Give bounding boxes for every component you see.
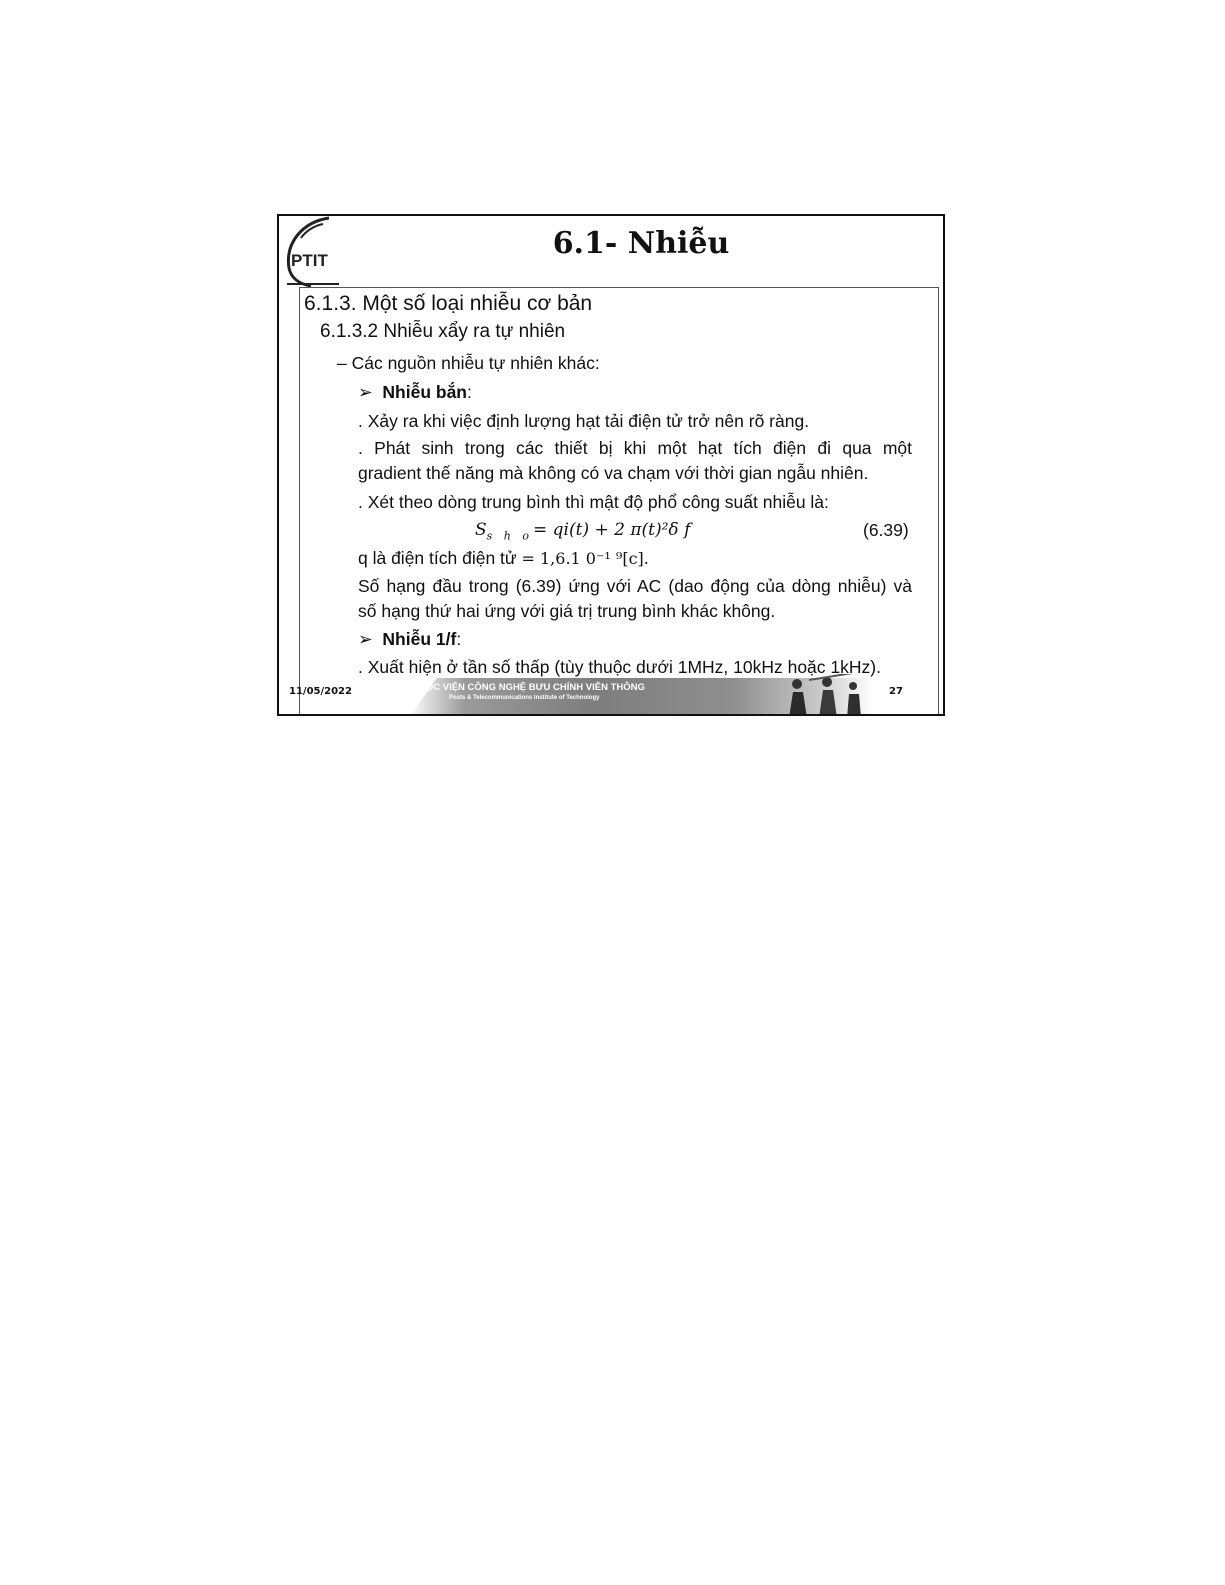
paragraph-2-line-1: . Phát sinh trong các thiết bị khi một hạt tích điện đi qua một	[358, 438, 912, 458]
dash-item: – Các nguồn nhiễu tự nhiên khác:	[337, 353, 600, 373]
paragraph-5-line-2: số hạng thứ hai ứng với giá trị trung bình khác không.	[358, 601, 776, 621]
footer-institute-vn: HỌC VIỆN CÔNG NGHỆ BƯU CHÍNH VIỄN THÔNG	[419, 682, 645, 693]
paragraph-3: . Xét theo dòng trung bình thì mật độ phổ công suất nhiễu là:	[358, 492, 829, 512]
bullet-flicker-noise-label: Nhiễu 1/f	[382, 629, 457, 649]
paragraph-4-math: = 1,6.1 0⁻¹ ⁹[c].	[521, 549, 649, 568]
logo-text: PTIT	[291, 251, 328, 270]
bullet-flicker-noise	[358, 629, 461, 650]
page-number: 27	[889, 686, 903, 697]
section-heading: 6.1.3. Một số loại nhiễu cơ bản	[304, 292, 593, 315]
paragraph-5-line-1: Số hạng đầu trong (6.39) ứng với AC (dao động của dòng nhiễu) và	[358, 576, 912, 596]
equation	[475, 520, 690, 542]
arrow-bullet-icon: ➢	[358, 382, 373, 402]
graduates-photo-icon	[749, 674, 899, 716]
bullet-shot-noise-label: Nhiễu bắn	[382, 382, 467, 402]
equation-lhs: S	[475, 520, 487, 540]
slide-title: 6.1- Nhiễu	[552, 226, 730, 261]
bullet-shot-noise	[358, 382, 472, 403]
equation-number: (6.39)	[863, 520, 909, 540]
footer-date: 11/05/2022	[289, 686, 352, 697]
bullet-flicker-noise-suffix: :	[456, 629, 462, 649]
footer-institute-en: Posts & Telecommunications Institute of Technology	[449, 695, 600, 701]
paragraph-2-line-2: gradient thế năng mà không có va chạm với thời gian ngẫu nhiên.	[358, 463, 869, 483]
subsection-heading: 6.1.3.2 Nhiễu xẩy ra tự nhiên	[320, 321, 566, 342]
paragraph-4	[358, 548, 649, 569]
paragraph-6: . Xuất hiện ở tần số thấp (tùy thuộc dưới 1MHz, 10kHz hoặc 1kHz).	[358, 657, 881, 677]
paragraph-1: . Xảy ra khi việc định lượng hạt tải điện tử trở nên rõ ràng.	[358, 411, 810, 431]
slide	[277, 214, 945, 716]
arrow-bullet-icon: ➢	[358, 629, 373, 649]
equation-subscript: s h o	[486, 529, 534, 543]
equation-rhs: = qi(t) + 2 π(t)²δ f	[533, 520, 691, 540]
bullet-shot-noise-suffix: :	[467, 382, 472, 402]
paragraph-4-text: q là điện tích điện tử	[358, 548, 517, 568]
